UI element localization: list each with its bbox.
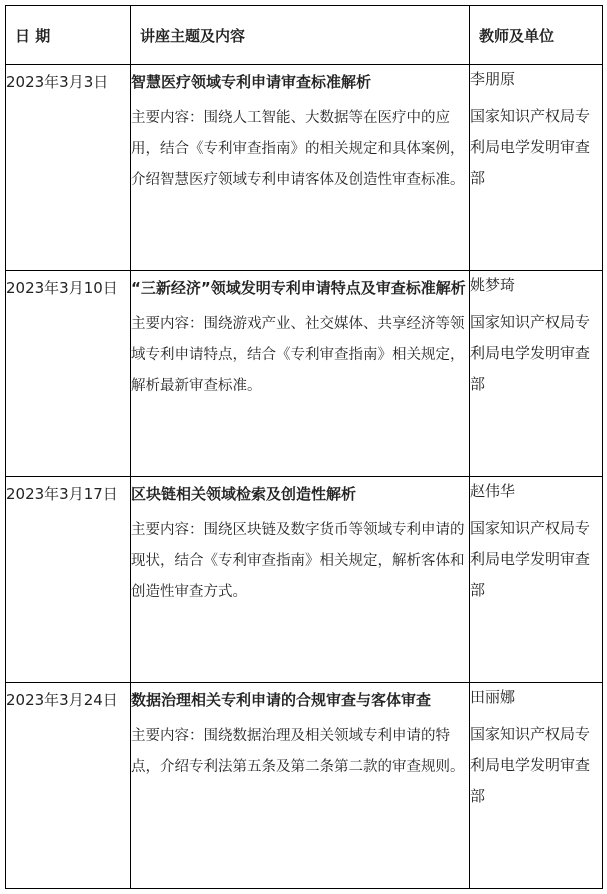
lecture-topic-cell: [131, 683, 470, 889]
table-row: [6, 65, 603, 271]
lecture-topic-cell: [131, 65, 470, 271]
table-header-row: [6, 6, 603, 65]
teacher-name: 赵伟华: [470, 482, 516, 500]
lecture-title: 数据治理相关专利申请的合规审查与客体审查: [131, 691, 432, 709]
header-teacher: 教师及单位: [470, 6, 603, 65]
lecture-content: 主要内容：围绕人工智能、大数据等在医疗中的应用，结合《专利审查指南》的相关规定和具体案例，介绍智慧医疗领域专利申请客体及创造性审查标准。: [131, 110, 465, 188]
teacher-cell: [470, 271, 603, 477]
teacher-name: 李朋原: [470, 70, 516, 88]
teacher-cell: [470, 477, 603, 683]
teacher-name: 田丽娜: [470, 688, 516, 706]
lecture-topic-cell: [131, 271, 470, 477]
teacher-name: 姚梦琦: [470, 276, 516, 294]
teacher-unit: 国家知识产权局专利局电学发明审查部: [470, 313, 591, 393]
lecture-date: 2023年3月24日: [6, 683, 131, 889]
lecture-title: “三新经济”领域发明专利申请特点及审查标准解析: [131, 279, 466, 297]
lecture-title: 区块链相关领域检索及创造性解析: [131, 485, 357, 503]
teacher-unit: 国家知识产权局专利局电学发明审查部: [470, 519, 591, 599]
lecture-topic-cell: [131, 477, 470, 683]
table-row: [6, 477, 603, 683]
header-topic: 讲座主题及内容: [131, 6, 470, 65]
lecture-date: 2023年3月10日: [6, 271, 131, 477]
lecture-content: 主要内容：围绕游戏产业、社交媒体、共享经济等领域专利申请特点，结合《专利审查指南》相关规定，解析最新审查标准。: [131, 316, 465, 394]
lecture-content: 主要内容：围绕区块链及数字货币等领域专利申请的现状，结合《专利审查指南》相关规定，解析客体和创造性审查方式。: [131, 522, 465, 600]
teacher-cell: [470, 683, 603, 889]
header-date: 日 期: [6, 6, 131, 65]
table-row: [6, 683, 603, 889]
lecture-content: 主要内容：围绕数据治理及相关领域专利申请的特点，介绍专利法第五条及第二条第二款的审查规则。: [131, 728, 465, 775]
lecture-date: 2023年3月17日: [6, 477, 131, 683]
lecture-schedule-table: [5, 5, 603, 889]
teacher-cell: [470, 65, 603, 271]
teacher-unit: 国家知识产权局专利局电学发明审查部: [470, 107, 591, 187]
lecture-title: 智慧医疗领域专利申请审查标准解析: [131, 73, 372, 91]
lecture-date: 2023年3月3日: [6, 65, 131, 271]
table-row: [6, 271, 603, 477]
teacher-unit: 国家知识产权局专利局电学发明审查部: [470, 725, 591, 805]
